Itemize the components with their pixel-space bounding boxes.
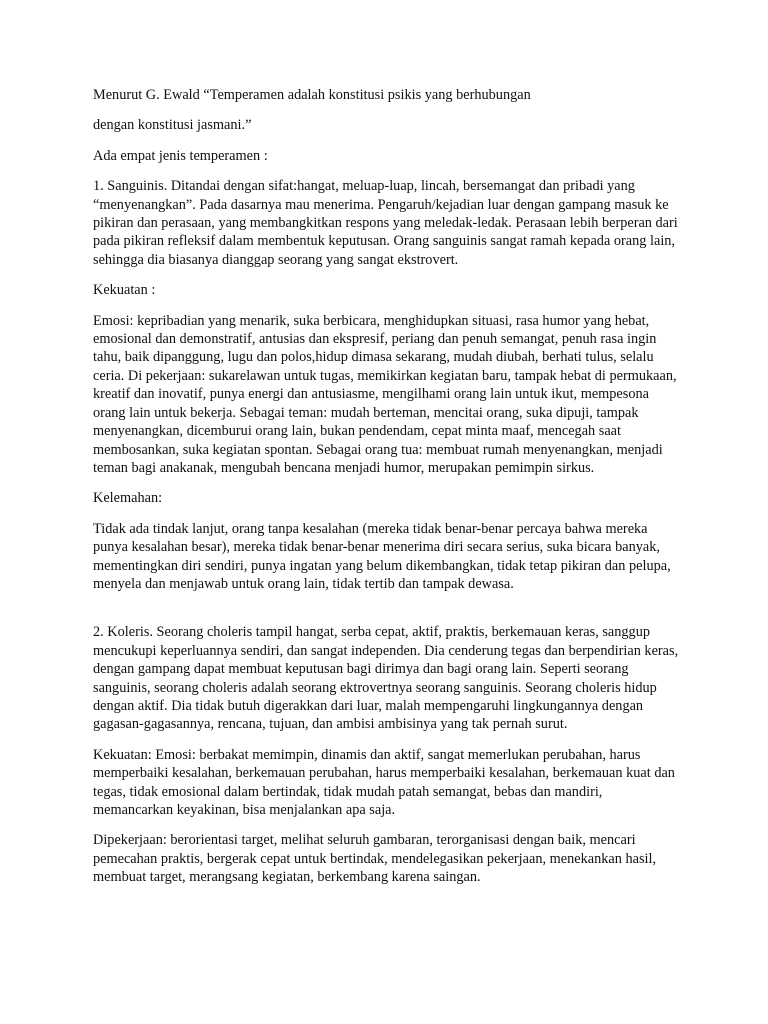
paragraph-sanguinis-weaknesses: Tidak ada tindak lanjut, orang tanpa kesalahan (mereka tidak benar-benar percaya bahwa mereka punya kesalahan besar), mereka tidak benar-benar menerima diri secara serius, suka bicara banyak, mementingkan diri sendiri, punya ingatan yang belum dikembangkan, tidak tetap pikiran dan pelupa, menyela dan menjawab untuk orang lain, tidak tertib dan tampak dewasa. xyxy=(93,520,671,592)
paragraph-intro-line-1: Menurut G. Ewald “Temperamen adalah konstitusi psikis yang berhubungan xyxy=(93,87,531,103)
document-page xyxy=(93,86,683,899)
paragraph-sanguinis-strengths: Emosi: kepribadian yang menarik, suka berbicara, menghidupkan situasi, rasa humor yang hebat, emosional dan demonstratif, antusias dan ekspresif, periang dan penuh semangat, penuh rasa ingin tahu, baik dipanggung, lugu dan polos,hidup dimasa sekarang, mudah diubah, berhati tulus, selalu ceria. Di pekerjaan: sukarelawan untuk tugas, memikirkan kegiatan baru, tampak hebat di permukaan, kreatif dan inovatif, punya energi dan antusiasme, mengilhami orang lain untuk ikut, mempesona orang lain untuk bekerja. Sebagai teman: mudah berteman, mencitai orang, suka dipuji, tampak menyenangkan, dicemburui orang lain, bukan pendendam, cepat minta maaf, mencegah saat membosankan, suka kegiatan spontan. Sebagai orang tua: membuat rumah menyenangkan, menjadi teman bagi anakanak, mengubah bencana menjadi humor, merupakan pemimpin sirkus. xyxy=(93,312,677,476)
paragraph-sanguinis: 1. Sanguinis. Ditandai dengan sifat:hangat, meluap-luap, lincah, bersemangat dan pribadi yang “menyenangkan”. Pada dasarnya mau menerima. Pengaruh/kejadian luar dengan gampang masuk ke pikiran dan perasaan, yang membangkitkan respons yang meledak-ledak. Perasaan lebih berperan dari pada pikiran refleksif dalam membentuk keputusan. Orang sanguinis sangat ramah kepada orang lain, sehingga dia biasanya dianggap seorang yang sangat ekstrovert. xyxy=(93,178,678,268)
paragraph-koleris: 2. Koleris. Seorang choleris tampil hangat, serba cepat, aktif, praktis, berkemauan keras, sanggup mencukupi keperluannya sendiri, dan sangat independen. Dia cenderung tegas dan berpendirian keras, dengan gampang dapat membuat keputusan bagi dirimya dan bagi orang lain. Seperti seorang sanguinis, seorang choleris adalah seorang ektrovertnya seorang sanguinis. Seorang choleris hidup dengan aktif. Dia tidak butuh digerakkan dari luar, malah mempengaruhi lingkungannya dengan gagasan-gagasannya, rencana, tujuan, dan ambisi ambisinya yang tak pernah surut. xyxy=(93,624,679,733)
heading-kelemahan: Kelemahan: xyxy=(93,490,163,507)
paragraph-types-intro: Ada empat jenis temperamen : xyxy=(93,147,268,164)
paragraph-koleris-strengths: Kekuatan: Emosi: berbakat memimpin, dinamis dan aktif, sangat memerlukan perubahan, harus memperbaiki kesalahan, berkemauan perubahan, harus memperbaiki kesalahan, berkemauan kuat dan tegas, tidak emosional dalam bertindak, tidak mudah patah semangat, bebas dan mandiri, memancarkan keyakinan, bisa menjalankan apa saja. xyxy=(93,746,675,818)
paragraph-koleris-work: Dipekerjaan: berorientasi target, melihat seluruh gambaran, terorganisasi dengan baik, mencari pemecahan praktis, bergerak cepat untuk bertindak, mendelegasikan pekerjaan, menekankan hasil, membuat target, merangsang kegiatan, berkembang karena saingan. xyxy=(93,832,657,886)
section-spacer xyxy=(93,605,683,623)
heading-kekuatan: Kekuatan : xyxy=(93,282,156,299)
paragraph-intro-line-2: dengan konstitusi jasmani.” xyxy=(93,117,252,134)
